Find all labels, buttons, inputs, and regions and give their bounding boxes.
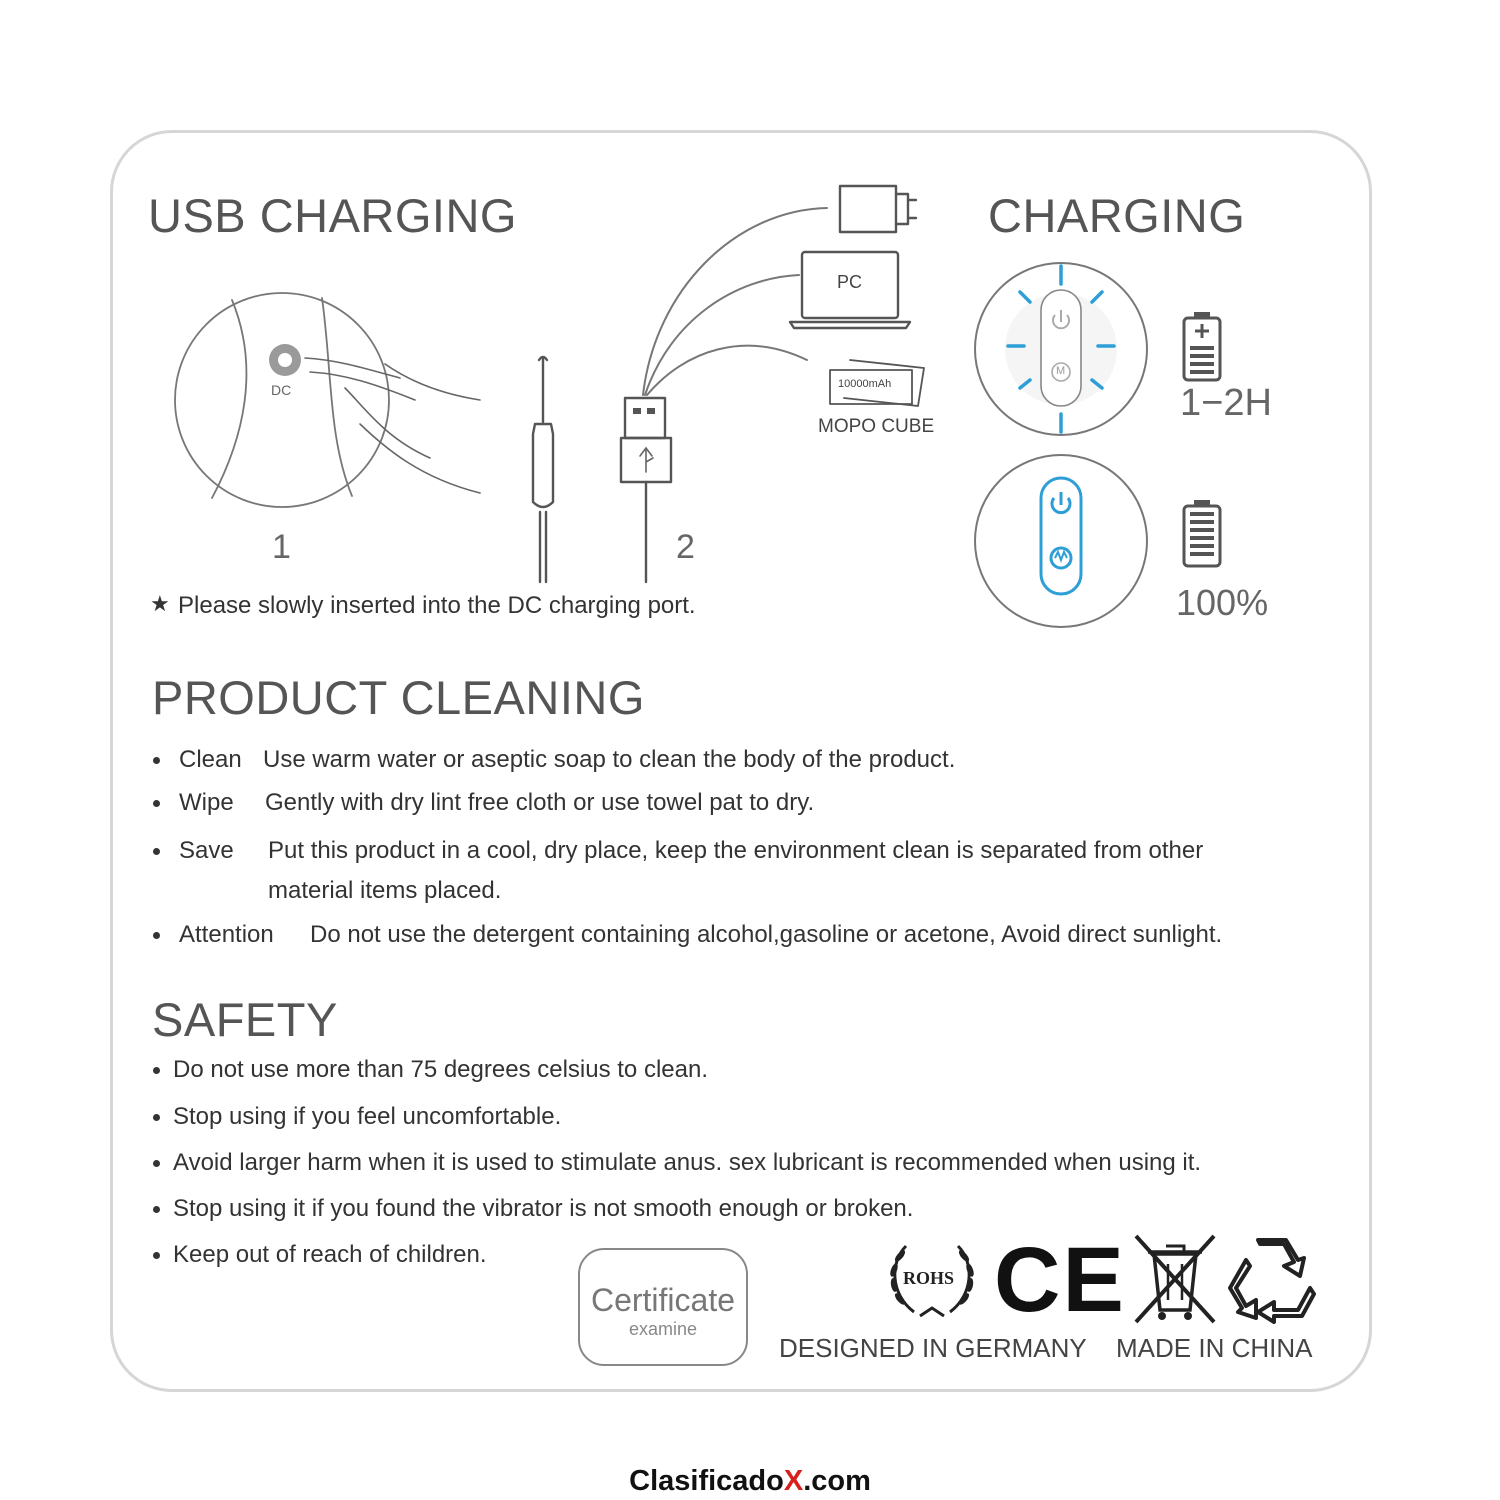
bullet (153, 800, 160, 807)
bullet (153, 1067, 160, 1074)
cleaning-text: Do not use the detergent containing alcohol,gasoline or acetone, Avoid direct sunlight. (310, 921, 1223, 948)
charging-device-illustration (972, 260, 1150, 438)
certificate-title: Certificate (590, 1282, 736, 1318)
mode-button-label: M (1056, 365, 1066, 377)
bullet (153, 848, 160, 855)
certificate-subtitle: examine (628, 1319, 698, 1339)
bullet (153, 757, 160, 764)
bullet (153, 1252, 160, 1259)
usb-charging-title: USB CHARGING (148, 189, 517, 242)
charging-time: 1−2H (1180, 382, 1272, 424)
product-cleaning-title: PRODUCT CLEANING (152, 671, 645, 724)
cleaning-term: Wipe (179, 789, 234, 816)
cleaning-text: Put this product in a cool, dry place, keep the environment clean is separated from other (268, 837, 1204, 864)
safety-item: Stop using it if you found the vibrator is not smooth enough or broken. (173, 1195, 914, 1222)
battery-full-icon (1180, 498, 1224, 570)
charged-device-illustration (972, 452, 1150, 630)
watermark-x: X (783, 1465, 804, 1497)
safety-title: SAFETY (152, 993, 338, 1046)
step-1-number: 1 (272, 528, 291, 566)
watermark-suffix: .com (803, 1465, 871, 1497)
charging-port-note: Please slowly inserted into the DC charging port. (178, 592, 696, 619)
safety-item: Keep out of reach of children. (173, 1241, 487, 1268)
designed-in-label: DESIGNED IN GERMANY (779, 1333, 1087, 1363)
cleaning-term: Clean (179, 746, 242, 773)
cleaning-term: Save (179, 837, 234, 864)
recycle-icon (1228, 1236, 1316, 1318)
weee-bin-icon (1132, 1232, 1218, 1326)
step-2-number: 2 (676, 528, 695, 566)
battery-charging-icon (1180, 310, 1224, 382)
cleaning-text: Use warm water or aseptic soap to clean the body of the product. (263, 746, 956, 773)
power-bank-name: MOPO CUBE (818, 416, 935, 437)
safety-item: Stop using if you feel uncomfortable. (173, 1103, 562, 1130)
bullet (153, 1206, 160, 1213)
rohs-label: ROHS (903, 1268, 955, 1288)
wall-adapter-icon (836, 182, 920, 238)
power-bank-capacity: 10000mAh (838, 378, 892, 390)
site-watermark (0, 1465, 1500, 1498)
dc-plug-icon (520, 352, 568, 584)
bullet (153, 932, 160, 939)
bullet (153, 1160, 160, 1167)
safety-item: Do not use more than 75 degrees celsius to clean. (173, 1056, 708, 1083)
star-icon: ★ (150, 591, 170, 616)
dc-port-illustration (170, 288, 490, 528)
cleaning-text: Gently with dry lint free cloth or use towel pat to dry. (265, 789, 815, 816)
full-charge-label: 100% (1176, 582, 1269, 623)
cleaning-text-continued: material items placed. (268, 877, 502, 904)
pc-label: PC (837, 272, 863, 292)
watermark-prefix: Clasificado (629, 1465, 784, 1497)
cleaning-term: Attention (179, 921, 274, 948)
certificate-badge (578, 1248, 748, 1366)
made-in-label: MADE IN CHINA (1116, 1333, 1313, 1363)
ce-mark: CE (994, 1229, 1126, 1331)
charging-title: CHARGING (988, 189, 1246, 242)
safety-item: Avoid larger harm when it is used to stimulate anus. sex lubricant is recommended when using it. (173, 1149, 1202, 1176)
bullet (153, 1114, 160, 1121)
dc-label: DC (271, 382, 292, 398)
